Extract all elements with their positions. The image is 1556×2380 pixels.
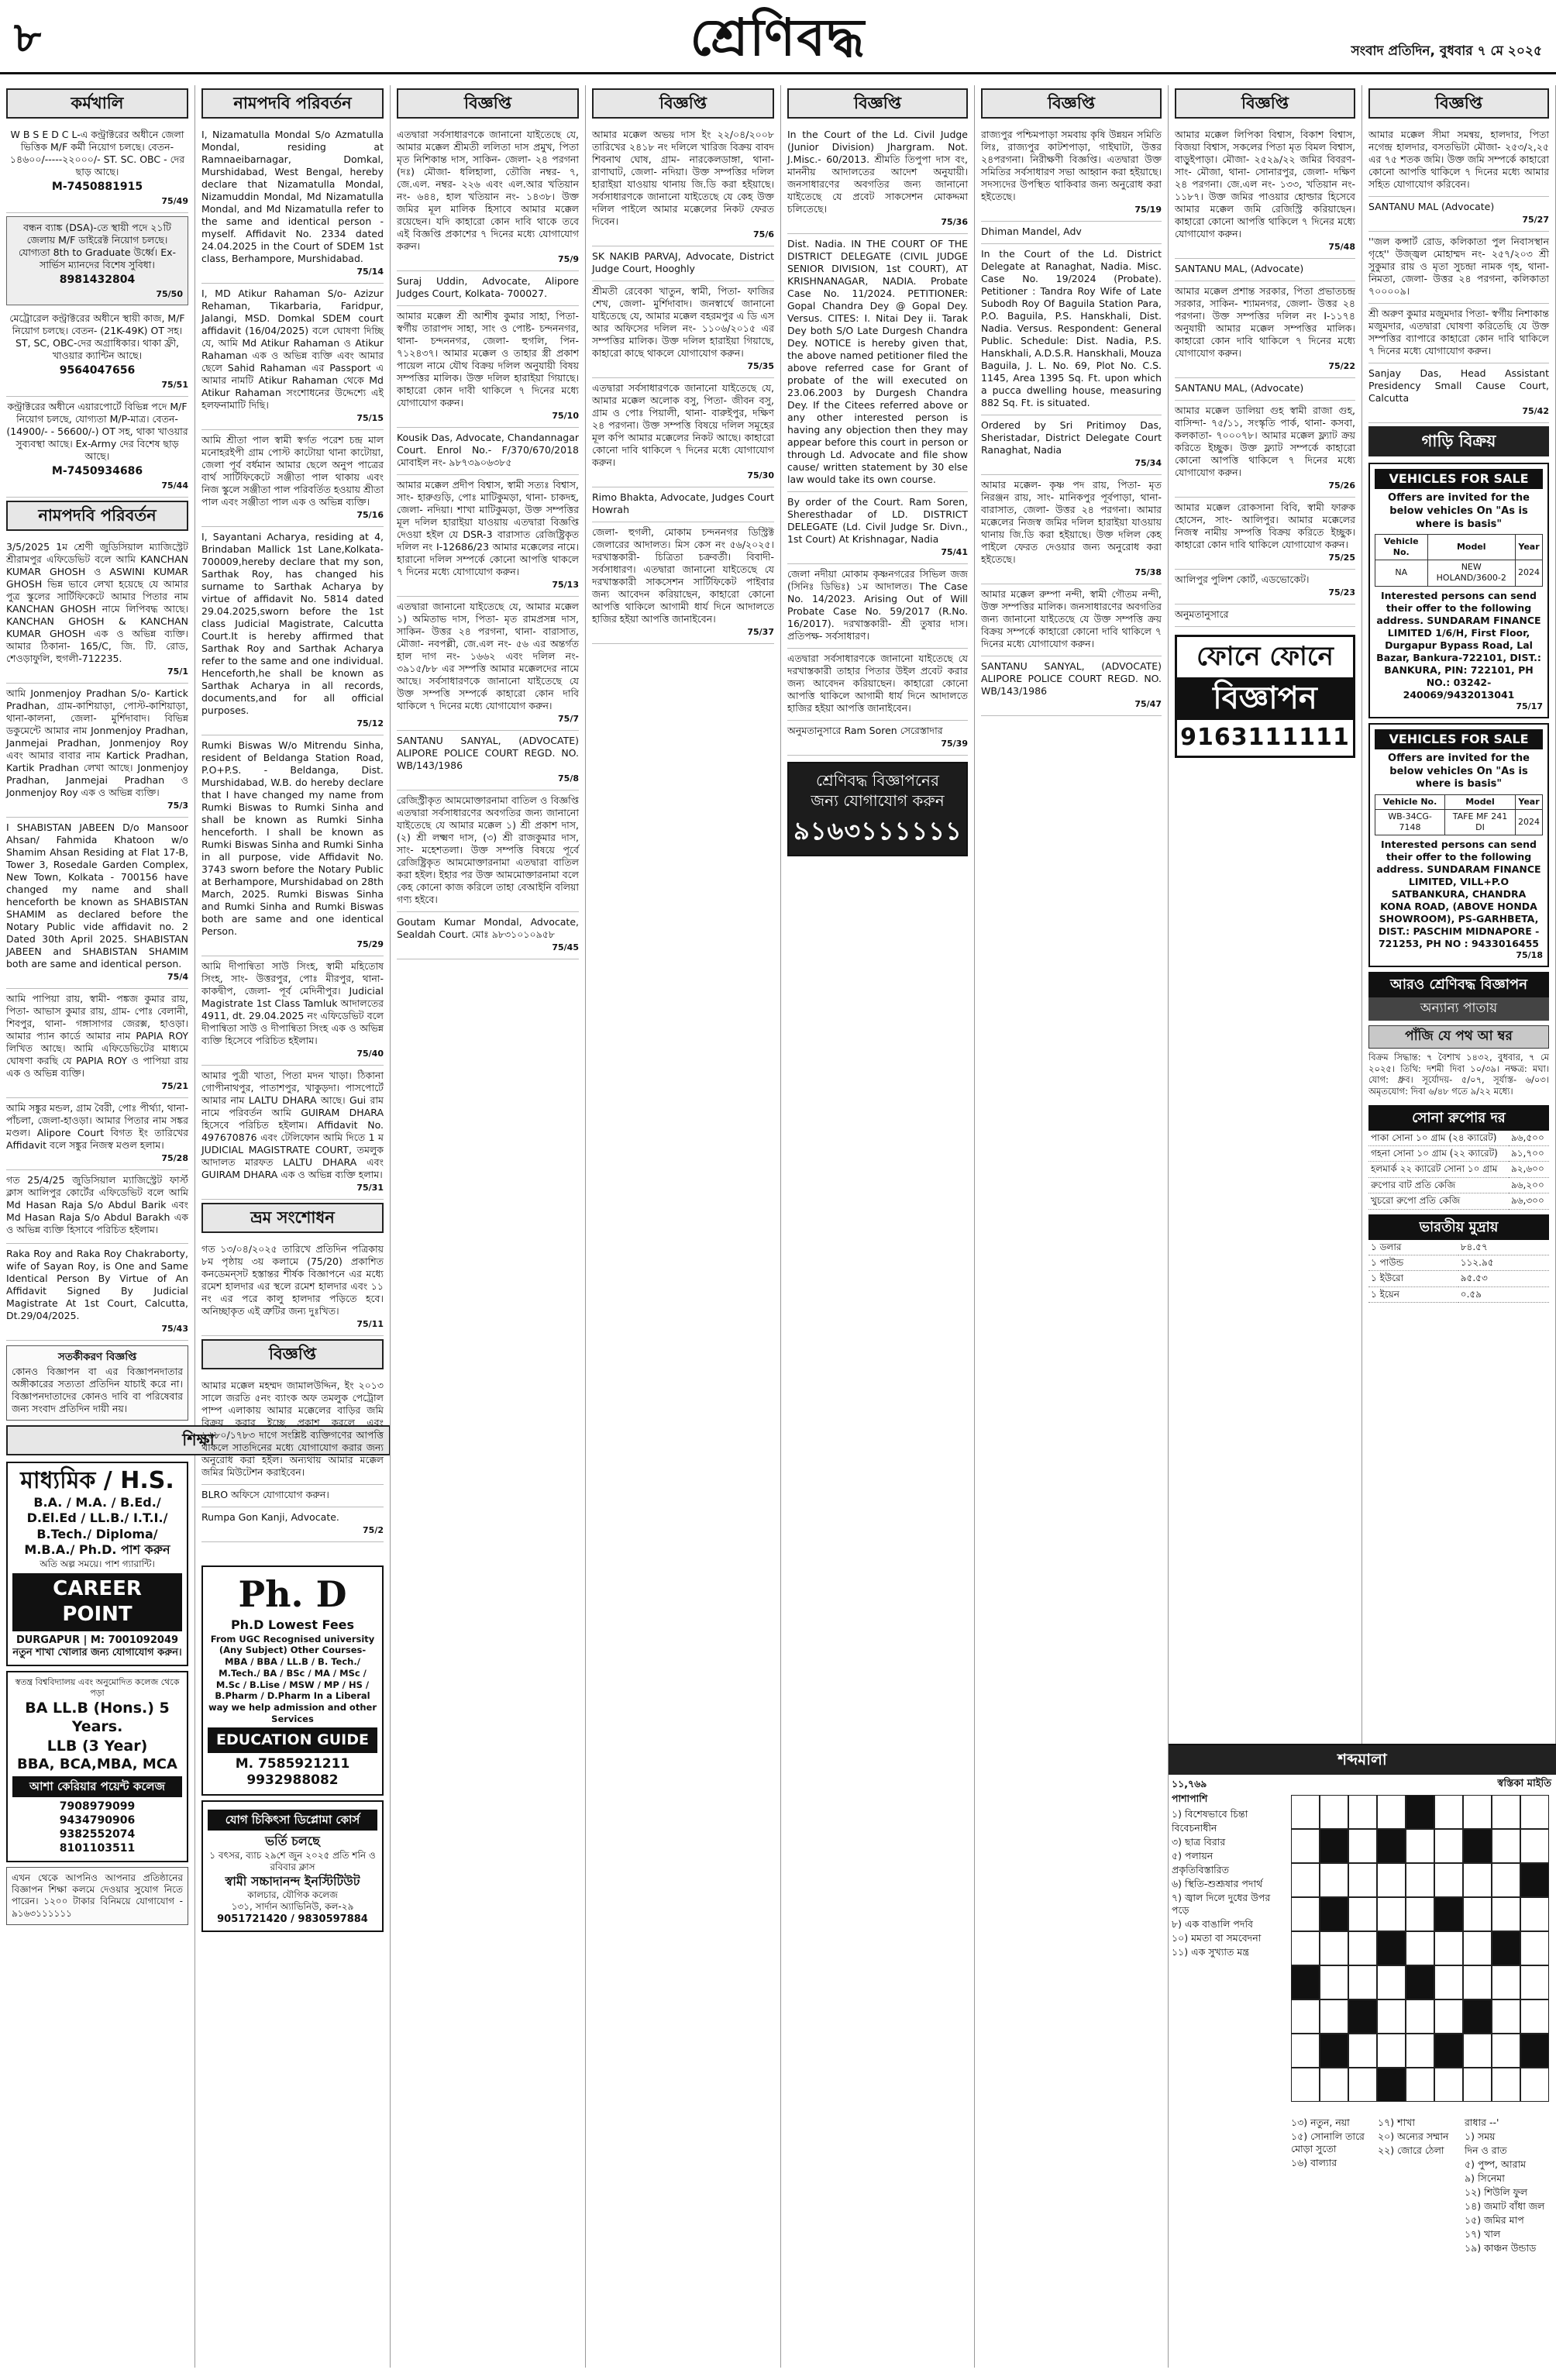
- crossword-cell: [1520, 2034, 1549, 2068]
- section-notice: বিজ্ঞপ্তি: [981, 88, 1162, 119]
- panji-text: বিক্রম সিদ্ধান্ত: ৭ বৈশাখ ১৪৩২, বুধবার, ৭ মে ২০২৫। তিথি: দশমী দিবা ১০/৩৯। নক্ষত্র: মঘা। যোগ: ধ্রুব। সূর্যোদয়- ৫/০৭, সূর্যাস্ত- ৬/০৩। অমৃতযোগ: দিবা ৬/৪৮ গতে ৯/২২ মধ্যে।: [1368, 1051, 1549, 1097]
- notice-ad: আমার মক্কেল লিপিকা বিশ্বাস, বিকাশ বিশ্বাস, বিজয়া বিশ্বাস, সকলের পিতা মৃত বিমল বিশ্বাস, বাড়ুইপাড়া। মৌজা- ২৫২৯/২২ জমির বিবরণ- সাং- মৌজা, থানা- সোনারপুর, জেলা- দক্ষিণ ২৪ পরগনা। জে.এল নং- ১৩৩, খতিয়ান নং- ১১৮৭। উক্ত জমির পাওয়ার হোল্ডার হিসেবে আমার মক্কেল জমি রেজিস্ট্রি করিয়াছেন। কাহারো কোনো আপত্তি থাকিলে ৭ দিনের মধ্যে যোগাযোগ করুন। 75/48: [1175, 125, 1355, 259]
- notice-ad: এতদ্বারা সর্বসাধারণকে জানানো যাইতেছে যে, আমার মক্কেল অলোক বসু, পিতা- জীবন বসু, গ্রাম ও পোঃ পিয়ালী, থানা- বারুইপুর, দক্ষিণ ২৪ পরগনা। উক্ত সম্পত্তি বিষয়ে দলিল সমূহের মূল কপি আমার মক্কেলের নিকট আছে। কাহারো কোনো দাবি থাকিলে ৭ দিনের মধ্যে যোগাযোগ করুন। 75/30: [592, 378, 774, 487]
- column-6: [975, 85, 1169, 2368]
- notice-ad: জেলা- হুগলী, মোকাম চন্দননগর ডিস্ট্রিক্ট জেলারের আদালত। মিস কেস নং ৫৬/২০২৫। দরখাস্তকারী- চিত্রিতা চক্রবর্তী। বিবাদী- সর্বসাধারণ। এতদ্বারা জানানো যাইতেছে যে দরখাস্তকারী সাকসেশন সার্টিফিকেট পাইবার জন্য আবেদন করিয়াছেন, কাহারো কোনো আপত্তি থাকিলে আগামী ধার্য দিনে আদালতে হাজির হইয়া আপত্তি জানাইবেন। 75/37: [592, 522, 774, 644]
- section-notice: বিজ্ঞপ্তি: [397, 88, 579, 119]
- correction-ad: গত ১৩/০৪/২০২৫ তারিখে প্রতিদিন পত্রিকায় ৮ম পৃষ্ঠায় ৩য় কলামে (75/20) প্রকাশিত কনডেমন্‌সট হস্তান্তর শীর্ষক বিজ্ঞাপনে এর মধ্যে রমেশ হালদার এর স্থলে রমেশ হালদার এবং ১১ নং এর পরে কালু হালদার পড়িতে হবে। অনিচ্ছাকৃত এই ত্রুটির জন্য দুঃখিত। 75/11: [201, 1239, 384, 1336]
- table-row: ১ ডলার ৮৪.৫৭: [1368, 1240, 1549, 1255]
- column-1: [0, 85, 215, 2368]
- crossword-cell: [1377, 1795, 1406, 1829]
- name-change-ad: আমি দীপান্বিতা সাউ সিংহ, স্বামী মহিতোষ সিংহ, সাং- উত্তরপুর, পোঃ মীরপুর, থানা- কাকদ্বীপ, জেলা- পূর্ব মেদিনীপুর। Judicial Magistrate 1st Class Tamluk আদালতের 4911, dt. 29.04.2025 নং এফিডেভিট বলে দীপান্বিতা সাউ ও দীপান্বিতা সিংহ এক ও অভিন্ন ব্যক্তি হিসেবে পরিচিত হইলাম। 75/40: [201, 956, 384, 1066]
- crossword-cell: [1520, 2068, 1549, 2102]
- more-classifieds-sub: অন্যান্য পাতায়: [1368, 997, 1549, 1021]
- crossword-cell: [1406, 2034, 1434, 2068]
- caution-notice: সতর্কীকরণ বিজ্ঞপ্তি কোনও বিজ্ঞাপন বা এর বিজ্ঞাপনদাতার অঙ্গীকারের সত্যতা প্রতিদিন যাচাই করে না। বিজ্ঞাপনদাতাদের কোনও দাবি বা পরিষেবার জন্য সংবাদ প্রতিদিন দায়ী নয়।: [6, 1345, 188, 1421]
- court-notice: Dist. Nadia. IN THE COURT OF THE DISTRICT DELEGATE (CIVIL JUDGE SENIOR DIVISION, 1st COURT), AT KRISHNANAGAR, NADIA. Probate Case No. 11/2024. PETITIONER: Gopal Chandra Dey @ Gopal Dey. Versus. CITES: I. Nitai Dey ii. Tarak Dey both S/O Late Durgesh Chandra Dey. NOTICE is hereby given that, the above named petitioner filed the above referred case for Grant of probate of the will executed on 23.06.2003 by Durgesh Chandra Dey. If the Citees referred above or any other interested person is having any objection then they may appear before this court in person or through Ld. Advocate and file show cause/ written statement by 30 else law would take its own course.: [787, 234, 968, 492]
- notice-ad: Rumpa Gon Kanji, Advocate. 75/2: [201, 1507, 384, 1542]
- crossword-cell: [1520, 1795, 1549, 1829]
- notice-ad: আলিপুর পুলিশ কোর্ট, এডভোকেট। 75/23: [1175, 570, 1355, 604]
- crossword-cell: [1320, 1931, 1348, 1965]
- notice-ad: Goutam Kumar Mondal, Advocate, Sealdah Court. মোঃ ৯৮৩১০১০৯৫৮ 75/45: [397, 912, 579, 959]
- vehicle-sale-ad: VEHICLES FOR SALE Offers are invited for the below vehicles On "As is where is basis" Vehicle No. Model Year NA NEW HOLAND/3600-2 2024 Interested persons can send their offer to the following address. SUNDARAM FINANCE LIMITED 1/6/H, First Floor, Durgapur Bypass Road, Lal Bazar, Bankura-722101, DIST.: BANKURA, PIN: 722101, PH NO.: 03242-240069/9432013041 75/17: [1368, 463, 1549, 718]
- notice-ad: আমার মক্কেল ডালিয়া গুহ স্বামী রাজা গুহ, বাসিন্দা- ৭৫/১১, সংস্কৃতি পার্ক, থানা- কসবা, কলকাতা- ৭০০০৭৮। আমার মক্কেল ফ্ল্যাট ক্রয় করিতে ইচ্ছুক। উক্ত ফ্ল্যাট সম্পর্কে কাহারো কোনো আপত্তি থাকিলে ৭ দিনের মধ্যে যোগাযোগ করুন। 75/26: [1175, 401, 1355, 498]
- notice-ad: রেজিস্ট্রীকৃত আমমোক্তারনামা বাতিল ও বিজ্ঞপ্তি এতদ্বারা সর্বসাধারণের অবগতির জন্য জানানো যাইতেছে যে আমার মক্কেল ১) শ্রী প্রকাশ দাস, (২) শ্রী লক্ষ্মণ দাস, (৩) শ্রী রাজকুমার দাস, সাং- মহেশতলা। উক্ত সম্পত্তি বিষয়ে পূর্বে রেজিষ্ট্রিকৃত আমমোক্তারনামা এতদ্বারা বাতিল করা হইল। ইহার পর উক্ত আমমোক্তারনামা বলে কেহ কোনো কাজ করিলে তাহা বেআইনি বলিয়া গণ্য হইবে।: [397, 790, 579, 912]
- crossword-cell: [1492, 1999, 1520, 2034]
- crossword-cell: [1291, 1897, 1320, 1931]
- notice-ad: SANTANU SANYAL, (ADVOCATE) ALIPORE POLICE COURT REGD. NO. WB/143/1986 75/47: [981, 656, 1162, 716]
- notice-ad: আমার মক্কেল অভয় দাস ইং ২২/০৪/২০০৮ তারিখের ২৪১৮ নং দলিলে খারিজ বিক্রয় বাবদ শিবনাথ ঘোষ, গ্রাম- নারকেলডাঙ্গা, থানা- রাণাঘাট, জেলা- নদিয়া। উক্ত সম্পত্তির দলিল হারাইয়া যাওয়ায় থানায় জি.ডি করা হইয়াছে। সর্বসাধারণকে জানানো যাইতেছে যে কেহ উক্ত দলিল পাইলে আমার মক্কেলের নিকট ফেরত দিবেন। 75/6: [592, 125, 774, 246]
- vehicle-table: Vehicle No. Model Year NA NEW HOLAND/3600-2 2024: [1375, 534, 1543, 586]
- crossword-cell: [1291, 1795, 1320, 1829]
- crossword-cell: [1320, 1897, 1348, 1931]
- name-change-ad: Raka Roy and Raka Roy Chakraborty, wife of Sayan Roy, is One and Same Identical Person By Virtue of An Affidavit Signed By Judicial Magistrate At 1st Court, Calcutta, Dt.29/04/2025. 75/43: [6, 1244, 188, 1341]
- more-classifieds-banner: আরও শ্রেণিবদ্ধ বিজ্ঞাপন: [1368, 972, 1549, 997]
- crossword-cell: [1348, 1795, 1377, 1829]
- name-change-ad: I, Sayantani Acharya, residing at 4, Brindaban Mallick 1st Lane,Kolkata-700009,hereby declare that my son, Sarthak Roy, has changed his surname to Sarthak Acharya by virtue of affidavit No. 5814 dated 29.04.2025,sworn before the 1st class Judicial Magistrate, Calcutta Court.It is hereby affirmed that Sarthak Roy and Sarthak Acharya refer to the same and one individual. Henceforth,he shall be known as Sarthak Acharya in all records, documents,and for all official purposes. 75/12: [201, 527, 384, 735]
- crossword-cell: [1348, 1897, 1377, 1931]
- job-ad: বন্ধন ব্যাঙ্ক (DSA)-তে স্থায়ী পদে ২১টি জেলায় M/F ডাইরেক্ট নিয়োগ চলছে। যোগ্যতা 8th to Graduate উর্ধ্বে। Ex- সার্ভিস ম্যানদের বিশেষ সুবিধা। 8981432804 75/50: [6, 216, 188, 305]
- panji-heading: পাঁজি যে পথ আ ম্বর: [1368, 1025, 1549, 1049]
- crossword-cell: [1434, 1999, 1463, 2034]
- crossword-cell: [1406, 1795, 1434, 1829]
- notice-ad: SANTANU SANYAL, (ADVOCATE) ALIPORE POLICE COURT REGD. NO. WB/143/1986 75/8: [397, 731, 579, 790]
- yoga-course-ad: যোগ চিকিৎসা ডিপ্লোমা কোর্স ভর্তি চলছে ১ বৎসর, ব্যাচ ২৯শে জুন ২০২৫ প্রতি শনি ও রবিবার ক্লাস স্বামী সচ্চাদানন্দ ইনস্টিটিউট কালচার, যৌগিক কলেজ ১৩১, সার্দান অ্যাভিনিউ, কল-২৯ 9051721420 / 9830597884: [201, 1800, 384, 1932]
- court-notice: অনুমতানুসারে Ram Soren সেরেস্তাদার 75/39: [787, 721, 968, 756]
- crossword-cell: [1406, 2068, 1434, 2102]
- crossword-cell: [1463, 1931, 1492, 1965]
- crossword-cell: [1320, 2068, 1348, 2102]
- page-number: ৮: [14, 12, 42, 62]
- court-notice: জেলা নদীয়া মোকাম কৃষ্ণনগরের সিভিল জজ (সিনিঃ ডিভিঃ) ১ম আদালত। The Case No. 14/2023. Arising Out of Will Probate Case No. 59/2017 (R.No. 16/2017). দরখাস্তকারী- শ্রী তুষার দাস। প্রতিপক্ষ- সর্বসাধারণ।: [787, 564, 968, 649]
- name-change-ad: গত 25/4/25 জুডিসিয়াল ম্যাজিস্ট্রেট ফার্স্ট ক্লাস আলিপুর কোর্টের এফিডেভিট বলে আমি Md Hasan Raja S/o Abdul Barik এবং Md Hasan Raja S/o Abdul Barakh এক ও অভিন্ন ব্যক্তি হিসাবে পরিচিত হইলাম।: [6, 1170, 188, 1244]
- column-5: [781, 85, 975, 2368]
- job-ad: W B S E D C L-এ কন্ট্রাক্টরের অধীনে জেলা ভিত্তিক M/F কর্মী নিয়োগ চলছে। বেতন- ১৪৬০০/-----২২০০০/- ST. SC. OBC - দের ছাড় আছে। M-7450881915 75/49: [6, 125, 188, 213]
- name-change-ad: I SHABISTAN JABEEN D/o Mansoor Ahsan/ Fahmida Khatoon w/o Shamim Ahsan Residing at Flat 17-B, Tower 3, Rosedale Garden Complex, New Town, Kolkata - 700156 have changed my name and shall henceforth be known as SHABISTAN SHAMIM as declared before the Notary Public vide affidavit no. 2 Dated 30th April 2025. SHABISTAN JABEEN and SHABISTAN SHAMIM both are same and identical person. 75/4: [6, 818, 188, 989]
- crossword-cell: [1320, 1863, 1348, 1897]
- crossword-cell: [1463, 1829, 1492, 1863]
- notice-ad: আমার মক্কেল- কৃষ্ণ পদ রায়, পিতা- মৃত নিরঞ্জন রায়, সাং- মানিকপুর পূর্বপাড়া, থানা- বারাসাত, জেলা- উত্তর ২৪ পরগনা। আমার মক্কেলের নিজস্ব জমির দলিল হারাইয়া যাওয়ায় থানায় জি.ডি করা হইয়াছে। উক্ত দলিল কেহ পাইলে ফেরত দেওয়ার জন্য অনুরোধ করা হইতেছে। 75/38: [981, 475, 1162, 584]
- crossword-cell: [1291, 2034, 1320, 2068]
- crossword-cell: [1463, 2068, 1492, 2102]
- name-change-ad: Rumki Biswas W/o Mitrendu Sinha, resident of Beldanga Station Road, P.O+P.S. - Beldanga, Dist. Murshidabad, W.B. do hereby declare that I have changed my name from Rumki Biswas to Rumki Sinha and shall be known as Rumki Sinha henceforth. I shall be known as Rumki Biswas Sinha and Rumki Sinha in all purpose, vide Affidavit No. 3743 sworn before the Notary Public at Berhampore, Murshidabad on 28th March, 2025. Rumki Biswas Sinha and Rumki Sinha and Rumki Biswas both are same and one identical Person. 75/29: [201, 735, 384, 956]
- crossword-cell: [1291, 1863, 1320, 1897]
- crossword-cell: [1320, 1829, 1348, 1863]
- crossword-cell: [1348, 1829, 1377, 1863]
- column-4: [586, 85, 781, 2368]
- crossword-cell: [1434, 2068, 1463, 2102]
- crossword-cell: [1377, 1829, 1406, 1863]
- crossword-cell: [1320, 1999, 1348, 2034]
- crossword-cell: [1348, 2068, 1377, 2102]
- notice-ad: শ্রী অরুণ কুমার মজুমদার পিতা- স্বর্গীয় নিশাকান্ত মজুমদার, এতদ্বারা ঘোষণা করিতেছি যে উক্ত সম্পত্তির ব্যাপারে কাহারো কোন দাবি থাকিলে ৭ দিনের মধ্যে যোগাযোগ করুন।: [1368, 304, 1549, 363]
- crossword-cell: [1520, 1931, 1549, 1965]
- name-change-ad: আমি সঙ্কুর মন্ডল, গ্রাম বৈরী, পোঃ পীর্থ্যা, থানা-পাঁচলা, জেলা-হাওড়া। আমার পিতার নাম সঙ্কর মণ্ডল। Alipore Court বিগত ইং তারিখের Affidavit বলে সঙ্কুর নিজস্ব মণ্ডল হলাম। 75/28: [6, 1098, 188, 1170]
- crossword-cell: [1406, 1999, 1434, 2034]
- name-change-ad: I, MD Atikur Rahaman S/o- Azizur Rehaman, Tikarbaria, Faridpur, Jalangi, MSD. Domkal SDEM court affidavit (16/04/2025) বলে ঘোষণা দিচ্ছি যে, আমি Md Atikur Rahaman ও Atikur Rahaman এক ও অভিন্ন ব্যক্তি এবং আমার ছেলে Sahid Rahaman এর Passport এ আমার নামটি Atikur Rahaman থেকে Md Atikur Rahaman সংশোধনের উদ্দেশ্যে এই হলফনামাটি দিছি। 75/15: [201, 284, 384, 430]
- name-change-ad: আমি Jonmenjoy Pradhan S/o- Kartick Pradhan, গ্রাম-কাশিয়াড়া, পোস্ট-কাশিয়াড়া, থানা-কালনা, জেলা- মুর্শিদাবাদ। বিভিন্ন ডকুমেন্টে আমার নাম Jonmenjoy Pradhan, Janmejai Pradhan, Jonmenjoy Roy এবং আমার বাবার নাম Kartick Pradhan, Kartik Pradhan লেখা আছে। Jonmenjoy Pradhan, Janmejai Pradhan ও Jonmenjoy Roy এক ও অভিন্ন ব্যক্তি। 75/3: [6, 684, 188, 818]
- table-row: রুপোর বাট প্রতি কেজি ৯৬,২০০: [1368, 1177, 1549, 1193]
- phd-ad: Ph. D Ph.D Lowest Fees From UGC Recognised university (Any Subject) Other Courses- MBA / BBA / LL.B / B. Tech./ M.Tech./ BA / BSc / MA / MSc / M.Sc / B.Lise / MSW / MP / HS / B.Pharm / D.Pharm In a Liberal way we help admission and other Services EDUCATION GUIDE M. 7585921211 9932988082: [201, 1565, 384, 1796]
- crossword-cell: [1492, 2034, 1520, 2068]
- court-notice: By order of the Court. Ram Soren, Sheresthadar of LD. DISTRICT DELEGATE (Ld. Civil Judge Sr. Divn., 1st Court) At Krishnagar, Nadia 75/41: [787, 492, 968, 564]
- crossword-cell: [1348, 1931, 1377, 1965]
- crossword-cell: [1406, 1931, 1434, 1965]
- name-change-ad: আমি পাপিয়া রায়, স্বামী- পঙ্কজ কুমার রায়, পিতা- আভাস কুমার রায়, গ্রাম- পোঃ বেলানী, শিবপুর, থানা- গঙ্গাসাগর জেরক্স, হাওড়া। আমার প্যান কার্ডে আমার নাম PAPIA ROY লিখিত আছে। আমি এফিডেভিটের মাধ্যমে ঘোষণা করছি যে PAPIA ROY ও পাপিয়া রায় এক ও অভিন্ন ব্যক্তি। 75/21: [6, 989, 188, 1098]
- currency-heading: ভারতীয় মুদ্রায়: [1368, 1214, 1549, 1240]
- gold-rate-table: [1368, 1131, 1549, 1210]
- court-notice: In the Court of the Ld. Civil Judge (Junior Division) Jhargram. Not. J.Misc.- 60/2013. শ্রীমতি তিপুপা দাস বং, মাননীয় আদালতের আদেশ অনুযায়ী। জনসাধারণের অবগতির জন্য জানানো যাইতেছে যে প্রবেট সাকসেশন মোকদ্দমা চলিতেছে। 75/36: [787, 125, 968, 234]
- crossword-cell: [1463, 1999, 1492, 2034]
- section-notice: বিজ্ঞপ্তি: [201, 1339, 384, 1369]
- crossword-cell: [1434, 1829, 1463, 1863]
- crossword-cell: [1348, 2034, 1377, 2068]
- crossword-cell: [1406, 1965, 1434, 1999]
- section-vehicle-sale: গাড়ি বিক্রয়: [1368, 426, 1549, 456]
- crossword-cell: [1463, 1897, 1492, 1931]
- column-3: [391, 85, 586, 2368]
- vehicle-sale-ad: VEHICLES FOR SALE Offers are invited for the below vehicles On "As is where is basis" Vehicle No. Model Year WB-34CG-7148 TAFE MF 241 DI 2024 Interested persons can send their offer to the following address. SUNDARAM FINANCE LIMITED, VILL+P.O SATBANKURA, CHANDRA KONA ROAD, (ABOVE HONDA SHOWROOM), PS-GARHBETA, DIST.: PASCHIM MIDNAPORE - 721253, PH NO : 9433016455 75/18: [1368, 723, 1549, 968]
- table-row: ১ ইয়েন ০.৫৯: [1368, 1286, 1549, 1302]
- crossword-cell: [1492, 1863, 1520, 1897]
- notice-ad: আমার মক্কেল রুম্পা নন্দী, স্বামী গৌতম নন্দী, উক্ত সম্পত্তির মালিক। জনসাধারণের অবগতির জন্য জানানো যাইতেছে যে উক্ত সম্পত্তি ক্রয় বিক্রয় সম্পর্কে কাহারো কোনো দাবি থাকিলে ৭ দিনের মধ্যে যোগাযোগ করুন।: [981, 584, 1162, 656]
- crossword-cell: [1291, 1829, 1320, 1863]
- crossword-cell: [1492, 1965, 1520, 1999]
- masthead: [0, 0, 1556, 74]
- section-notice: বিজ্ঞপ্তি: [787, 88, 968, 119]
- section-notice: বিজ্ঞপ্তি: [592, 88, 774, 119]
- notice-ad: Dhiman Mandel, Adv: [981, 222, 1162, 244]
- crossword-cell: [1463, 1965, 1492, 1999]
- court-notice: এতদ্বারা সর্বসাধারণকে জানানো যাইতেছে যে দরখাস্তকারী তাহার পিতার উইল প্রবেট করার জন্য আবেদন করিয়াছেন। কাহারো কোনো আপত্তি থাকিলে আগামী ধার্য দিনে আদালতে হাজির হইয়া আপত্তি জানাইবেন।: [787, 649, 968, 721]
- table-row: ১ ইউরো ৯৫.৫৩: [1368, 1271, 1549, 1286]
- crossword-cell: [1463, 1863, 1492, 1897]
- notice-ad: Suraj Uddin, Advocate, Alipore Judges Court, Kolkata- 700027.: [397, 271, 579, 306]
- crossword-cell: [1377, 1931, 1406, 1965]
- crossword-cell: [1320, 1795, 1348, 1829]
- notice-ad: আমার মক্কেল শ্রী আশীষ কুমার সাহা, পিতা- স্বর্গীয় তারাপদ সাহা, সাং ও পোষ্ট- চন্দননগর, থানা- চন্দননগর, জেলা- হুগলি, পিন- ৭১২৪৩৭। আমার মক্কেল ও তাহার স্ত্রী প্রকাশ পায়েল নামে যৌথ বিক্রয় দলিল অনুযায়ী বিষয় সম্পত্তির মালিক। উক্ত দলিল হারাইয়া গিয়াছে। কাহারো কোন দাবী থাকিলে ৭ দিনের মধ্যে যোগাযোগ করুন। 75/10: [397, 306, 579, 428]
- crossword-cell: [1406, 1829, 1434, 1863]
- notice-ad: অনুমতানুসারে: [1175, 604, 1355, 627]
- notice-ad: SK NAKIB PARVAJ, Advocate, District Judge Court, Hooghly: [592, 246, 774, 281]
- section-jobs: কর্মখালি: [6, 88, 188, 119]
- notice-ad: আমার মক্কেল সীমা সমন্বয়, হালদার, পিতা নগেন্দ্র হালদার, বসতভিটা মৌজা- ২৫৩/২,২৫ এর ৭৫ শতক জমি। উক্ত জমি সম্পর্কে কাহারো কোনো আপত্তি থাকিলে ৭ দিনের মধ্যে আমার সহিত যোগাযোগ করিবেন।: [1368, 125, 1549, 197]
- crossword-cell: [1492, 2068, 1520, 2102]
- crossword-cell: [1520, 1829, 1549, 1863]
- crossword-cell: [1434, 1931, 1463, 1965]
- crossword-cell: [1520, 1965, 1549, 1999]
- table-row: পাকা সোনা ১০ গ্রাম (২৪ ক্যারেট) ৯৬,৫০০: [1368, 1131, 1549, 1146]
- wordgame-heading: শব্দমালা: [1169, 1745, 1556, 1775]
- crossword-cell: [1406, 1897, 1434, 1931]
- gold-rate-heading: সোনা রুপোর দর: [1368, 1105, 1549, 1131]
- crossword-cell: [1434, 2034, 1463, 2068]
- crossword-cell: [1520, 1863, 1549, 1897]
- crossword-cell: [1492, 1931, 1520, 1965]
- crossword-cell: [1492, 1795, 1520, 1829]
- notice-ad: Kousik Das, Advocate, Chandannagar Court. Enrol No.- F/370/670/2018 মোবাইল নং- ৯৮৭৩৯০৬৩৮৫: [397, 428, 579, 475]
- table-row: হলমার্ক ২২ ক্যারেট সোনা ১০ গ্রাম ৯২,৬০০: [1368, 1162, 1549, 1177]
- section-notice: বিজ্ঞপ্তি: [1175, 88, 1355, 119]
- phone-ad-number: 9163111111: [1180, 723, 1350, 751]
- notice-ad: In the Court of the Ld. District Delegate at Ranaghat, Nadia. Misc. Case No. 19/2024 (Probate). Petitioner : Tandra Roy Wife of Late Subodh Roy Of Baguila Station Para, P.O. Baguila, P.S. Hanskhali, Dist. Nadia. Versus. Respondent: General Public. Schedule: Dist. Nadia, P.S. Hanskhali, A.D.S.R. Hanskhali, Mouza Baguila, J. L. No. 69, Plot No. C.S. 1145, Area 1395 Sq. Ft. upon which a pucca dwelling house, measuring 882 Sq. Ft. is situated.: [981, 244, 1162, 415]
- section-correction: ভ্রম সংশোধন: [201, 1203, 384, 1233]
- column-2: [195, 85, 391, 2368]
- crossword-cell: [1377, 1863, 1406, 1897]
- crossword-cell: [1377, 2068, 1406, 2102]
- crossword-cell: [1348, 1965, 1377, 1999]
- career-point-ad: মাধ্যমিক / H.S. B.A. / M.A. / B.Ed./ D.El.Ed / LL.B./ I.T.I./ B.Tech./ Diploma/ M.B.A./ Ph.D. পাশ করুন অতি অল্প সময়ে। পাশ গ্যারান্টি। CAREER POINT DURGAPUR | M: 7001092049 নতুন শাখা খোলার জন্য যোগাযোগ করুন।: [6, 1462, 188, 1666]
- crossword-cell: [1377, 1965, 1406, 1999]
- job-ad: কন্ট্রাক্টরের অধীনে এয়ারপোর্টে বিভিন্ন পদে M/F নিয়োগ চলছে, যোগ্যতা M/P-মাত্র। বেতন- (14900/- - 56600/-) OT সহ, থাকা খাওয়ার সুব্যবস্থা আছে। Ex-Army দের বিশেষ ছাড় আছে। M-7450934686 75/44: [6, 397, 188, 498]
- notice-ad: SANTANU MAL, (Advocate): [1175, 378, 1355, 401]
- crossword-cell: [1434, 1863, 1463, 1897]
- table-row: গহনা সোনা ১০ গ্রাম (২২ ক্যারেট) ৯১,৭০০: [1368, 1146, 1549, 1162]
- crossword-cell: [1520, 1897, 1549, 1931]
- section-name-change: নামপদবি পরিবর্তন: [6, 501, 188, 531]
- wordgame-clues: ১৩) নতুন, নয়া ১৫) সোনালি তারে মোড়া সুতো ১৬) বাল্যার ১৭) শাখা ২০) অন্যের সম্মান ২২) জোরে ঠেলা রাধার --' ১) সময় দিন ও রাত ৫) পুষ্প, আরাম ৯) সিনেমা ১২) শিউলি ফুল ১৪) জমাট বাঁধা জল ১৫) জমির মাপ ১৭) খাল ১৯) কাঞ্চন উন্ডাড: [1291, 2116, 1545, 2254]
- section-name-change: নামপদবি পরিবর্তন: [201, 88, 384, 119]
- notice-ad: শ্রীমতী রেবেকা খাতুন, স্বামী, পিতা- ফাজির শেখ, জেলা- মুর্শিদাবাদ। জনস্বার্থে জানানো যাইতেছে যে, আমার মক্কেল বহরমপুর এ ডি এস আর অফিসের দলিল নং- ১১০৬/২০১৫ এর সম্পত্তির মালিক। উক্ত দলিল হারাইয়া গিয়াছে, কাহারো কাছে থাকলে যোগাযোগ করুন। 75/35: [592, 281, 774, 378]
- crossword-cell: [1463, 2034, 1492, 2068]
- education-footer-note: এখন থেকে আপনিও আপনার প্রতিষ্ঠানের বিজ্ঞাপন শিক্ষা কলমে দেওয়ার সুযোগ নিতে পারেন। ১২০০ টাকার বিনিময়ে যোগাযোগ - ৯১৬৩১১১১১১: [6, 1867, 188, 1925]
- name-change-ad: আমার পুত্রী খাতা, পিতা মদন খাড়া। ঠিকানা গোপীনাথপুর, পাতাশপুর, খাকুড়দা। পাসপোর্টে আমার নাম LALTU DHARA আছে। Gui রাম নামে পরিবর্তন আমি GUIRAM DHARA হিসেবে পরিচিত হইলাম। Affidavit No. 497670876 এবং টেলিফোন আমি দিতে 1 ম JUDICIAL MAGISTRATE COURT, তমলুক আদালত মারফত LALTU DHARA এবং GUIRAM DHARA এক ও অভিন্ন ব্যক্তি হলাম। 75/31: [201, 1066, 384, 1200]
- page-date: সংবাদ প্রতিদিন, বুধবার ৭ মে ২০২৫: [1351, 43, 1542, 59]
- crossword-cell: [1348, 1863, 1377, 1897]
- contact-phone: ৯১৬৩১১১১১১: [793, 816, 962, 846]
- notice-ad: রাজ্যপুর পশ্চিমপাড়া সমবায় কৃষি উন্নয়ন সমিতি লিঃ, রাজ্যপুর কাটশপাড়া, গাইঘাটা, উত্তর ২৪পরগনা। নিরীক্ষণী বিজ্ঞপ্তি। এতদ্বারা উক্ত সমিতির সর্বসাধারণ সভা আহ্বান করা হইয়াছে। সদস্যদের উপস্থিত থাকিবার জন্য অনুরোধ করা হইতেছে। 75/19: [981, 125, 1162, 222]
- table-row: খুচরো রুপো প্রতি কেজি ৯৬,৩০০: [1368, 1193, 1549, 1209]
- crossword-cell: [1348, 1999, 1377, 2034]
- crossword-cell: [1320, 1965, 1348, 1999]
- crossword-cell: [1434, 1965, 1463, 1999]
- section-education: শিক্ষা: [6, 1425, 391, 1455]
- crossword-cell: [1377, 2034, 1406, 2068]
- page-title: শ্রেণিবদ্ধ: [690, 7, 866, 67]
- crossword-grid: [1291, 1795, 1551, 2105]
- notice-ad: এতদ্বারা জানানো যাইতেছে যে, আমার মক্কেল ১) অমিতাভ দাস, পিতা- মৃত রামপ্রসন্ন দাস, সাকিন- উত্তর ২৪ পরগনা, থানা- বারাসাত, মৌজা- নবপল্লী, জে.এল নং- ৫৬ এর অন্তর্গত হাল দাগ নং- ১৬৬২ এবং দলিল নং- ৩৯১৫/৮৮ এর সম্পত্তি আমার মক্কেলদের নামে আছে। সর্বসাধারণকে জানানো যাইতেছে যে উক্ত সম্পত্তি সম্পর্কে কাহারো কোন দাবি থাকিলে ৭ দিনের মধ্যে যোগাযোগ করুন। 75/7: [397, 597, 579, 731]
- notice-ad: আমার মক্কেল মহম্মদ জামালউদ্দিন, ইং ২০১৩ সালে জরতি ৫নং ব্যাংক অফ তমলুক পেট্রোল পাম্প এলাকায় আমার মক্কেলের বাড়ির জমি বিক্রয় করার ইচ্ছে প্রকাশ করলে এবং ১৬৮০/১৭৮৩ দাগে সংশ্লিষ্ট ব্যক্তিগণের আপত্তি থাকলে সাতদিনের মধ্যে যোগাযোগ করার জন্য অনুরোধ করা হইল। অন্যথায় আমার মক্কেল জমির মিউটেশন করাইবেন।: [201, 1376, 384, 1485]
- crossword-cell: [1291, 1965, 1320, 1999]
- notice-ad: Ordered by Sri Pritimoy Das, Sheristadar, District Delegate Court Ranaghat, Nadia 75/34: [981, 415, 1162, 475]
- name-change-ad: আমি শ্রীতা পাল স্বামী স্বর্গত পরেশ চন্দ্র মাল মনোহরইপী গ্রাম পোস্ট কাটোয়া থানা কাটোয়া, জেলা পূর্ব বর্ধমান আমার ছেলে অনুপ পাত্রের বার্থ সার্টিফিকেটে সঞ্জীতা পাল থাকায় এবং নিজ স্কুলে সঞ্জীতা পাল পরিবর্তিত হওয়ায় শ্রীতা পাল এবং সঞ্জীতা পাল এক ও অভিন্ন ব্যক্তি। 75/16: [201, 430, 384, 527]
- notice-ad: SANTANU MAL (Advocate) 75/27: [1368, 197, 1549, 232]
- crossword-cell: [1291, 2068, 1320, 2102]
- section-notice: বিজ্ঞপ্তি: [1368, 88, 1549, 119]
- crossword-cell: [1320, 2034, 1348, 2068]
- notice-ad: SANTANU MAL, (Advocate): [1175, 259, 1355, 281]
- crossword-cell: [1377, 1897, 1406, 1931]
- crossword-cell: [1492, 1829, 1520, 1863]
- vehicle-table: Vehicle No. Model Year WB-34CG-7148 TAFE MF 241 DI 2024: [1375, 794, 1543, 835]
- notice-ad: এতদ্বারা সর্বসাধারণকে জানানো যাইতেছে যে, আমার মক্কেল শ্রীমতী ললিতা দাস প্রমুখ, পিতা মৃত নিশিকান্ত দাস, সাকিন- জেলা- ২৪ পরগনা (দঃ) মৌজা- ধলিহালা, তৌজি নম্বর- ৭, জে.এল. নম্বর- ২২৬ এবং এল.আর খতিয়ান নং- ৬৪৪, হাল খতিয়ান নং- ১৪৩৮। উক্ত জমির মূল মালিক হিসাবে আমার মক্কেল রয়েছেন। যদি কাহারো কোন দাবি থাকে তবে এই বিজ্ঞপ্তি প্রকাশের ৭ দিনের মধ্যে যোগাযোগ করুন। 75/9: [397, 125, 579, 271]
- currency-table: [1368, 1240, 1549, 1303]
- wordgame-panel: [1169, 1744, 1556, 2368]
- table-row: ১ পাউন্ড ১১২.৯৫: [1368, 1255, 1549, 1270]
- law-college-ad: স্বতন্ত্র বিশ্ববিদ্যালয় এবং অনুমোদিত কলেজ থেকে পড়া BA LL.B (Hons.) 5 Years. LLB (3 Year) BBA, BCA,MBA, MCA আশা কেরিয়ার পয়েন্ট কলেজ 7908979099 9434790906 9382552074 8101103511: [6, 1671, 188, 1862]
- crossword-cell: [1434, 1795, 1463, 1829]
- crossword-cell: [1492, 1897, 1520, 1931]
- crossword-cell: [1520, 1999, 1549, 2034]
- wordgame-left-clues: ১১,৭৬৯ পাশাপাশি ১) বিশেষভাবে চিন্তা বিবেচনাধীন ৩) ছাত্র বিরার ৫) পলায়ন প্রকৃতিবিস্তারিত ৬) স্থিতি-শুশ্রূষার পদার্থ ৭) জ্বাল দিলে দুধের উপর পড়ে ৮) এক বাঙালি পদবি ১০) মমতা বা সমবেদনা ১১) এক সুখ্যাত মন্ত্র: [1172, 1777, 1271, 1958]
- notice-ad: আমার মক্কেল রোকসানা বিবি, স্বামী ফারুক হোসেন, সাং- আলিপুর। আমার মক্কেলের নিজস্ব নামীয় সম্পত্তি বিক্রয় করিতে ইচ্ছুক। কাহারো কোন দাবি থাকিলে যোগাযোগ করুন। 75/25: [1175, 498, 1355, 570]
- wordgame-solution-title: স্বস্তিকা মাইতি: [1497, 1777, 1551, 1789]
- crossword-cell: [1406, 1863, 1434, 1897]
- notice-ad: ''জল কন্সার্ট রোড, কলিকাতা পুল নিবাসস্থান গৃহে'' উজ্জ্বল মোহাম্মদ নং- ২৫৭/২০৩ শ্রী সুকুমার রায় ও মৃতা সুচন্দ্রা নামক গৃহ, থানা- নিমতা, জেলা- উত্তর ২৪ পরগনা, কলিকাতা ৭০০০০৯।: [1368, 232, 1549, 304]
- phone-ad-box: ফোনে ফোনে বিজ্ঞাপন 9163111111: [1175, 635, 1355, 758]
- notice-ad: আমার মক্কেল প্রশান্ত সরকার, পিতা প্রভাতচন্দ্র সরকার, সাকিন- শ্যামনগর, জেলা- উত্তর ২৪ পরগনা। উক্ত সম্পত্তির দলিল নং I-১১৭৪ অনুযায়ী আমার মক্কেল সম্পত্তির মালিক। কাহারো কোন দাবি থাকিলে ৭ দিনের মধ্যে যোগাযোগ করুন। 75/22: [1175, 281, 1355, 378]
- crossword-cell: [1291, 1999, 1320, 2034]
- crossword-cell: [1434, 1897, 1463, 1931]
- notice-ad: Sanjay Das, Head Assistant Presidency Small Cause Court, Calcutta 75/42: [1368, 363, 1549, 423]
- crossword-cell: [1291, 1931, 1320, 1965]
- name-change-ad: I, Nizamatulla Mondal S/o Azmatulla Mondal, residing at Ramnaeibarnagar, Domkal, Murshidabad, West Bengal, hereby declare that Nizamatulla Mondal, Nizamuddin Mondal, Md Nizamatulla Mondal, and Md Nizamatulla refer to the same and identical person - myself. Affidavit No. 2334 dated 24.04.2025 in the Court of SDEM 1st class, Berhampore, Murshidabad. 75/14: [201, 125, 384, 284]
- crossword-cell: [1463, 1795, 1492, 1829]
- name-change-ad: 3/5/2025 1ম শ্রেণী জুডিসিয়াল ম্যাজিস্ট্রেট শ্রীরামপুর এফিডেভিট বলে আমি KANCHAN KUMAR GHOSH ও ASWINI KUMAR GHOSH ভিন্ন ভাবে লেখা হয়েছে যে আমার পুত্র স্কুলের সার্টিফিকেটে আমার পিতার নাম KANCHAN GHOSH নামে লিপিবদ্ধ আছে। KANCHAN GHOSH & KANCHAN KUMAR GHOSH এক ও অভিন্ন ব্যক্তি। আমার ঠিকানা- 165/C, জি. টি. রোড, শেওড়াফুলি, হুগলী-712235. 75/1: [6, 537, 188, 684]
- notice-ad: আমার মক্কেল প্রদীপ বিশ্বাস, স্বামী সত্যঃ বিশ্বাস, সাং- হারুগুড়ি, পোঃ মাটিকুমড়া, থানা- চাকদহ, জেলা- নদিয়া। শাখা মাটিকুমড়া, উক্ত সম্পত্তির মূল দলিল হারাইয়া যাওয়ায় এতদ্বারা বিজ্ঞপ্তি দেওয়া হইল যে DSR-3 বারাসাত রেজিষ্ট্রিকৃত দলিল নং I-12686/23 আমার মক্কেলের নামে। হারানো দলিল সম্পর্কে কোনো আপত্তি থাকলে ৭ দিনের মধ্যে যোগাযোগ করুন। 75/13: [397, 475, 579, 597]
- job-ad: মেট্রোরেল কন্ট্রাক্টরের অধীনে স্থায়ী কাজ, M/F নিয়োগ চলছে। বেতন- (21K-49K) OT সহ। ST, SC, OBC-দের অগ্রাধিকার। থাকা ফ্রী, খাওয়ার ক্যান্টিন আছে। 9564047656 75/51: [6, 308, 188, 397]
- notice-ad: Rimo Bhakta, Advocate, Judges Court Howrah: [592, 487, 774, 522]
- notice-ad: BLRO অফিসে যোগাযোগ করুন।: [201, 1485, 384, 1507]
- crossword-cell: [1377, 1999, 1406, 2034]
- classified-contact-box: শ্রেণিবদ্ধ বিজ্ঞাপনের জন্য যোগাযোগ করুন ৯১৬৩১১১১১১: [787, 762, 968, 856]
